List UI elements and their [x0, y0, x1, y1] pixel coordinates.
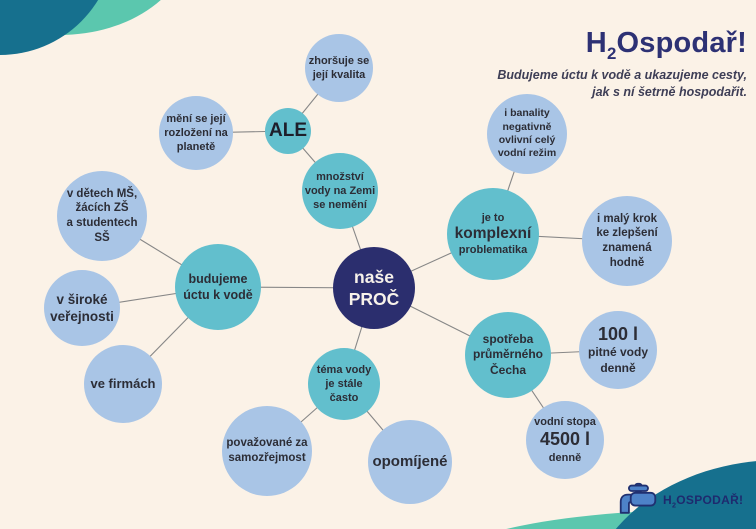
node-text-line: spotřeba	[482, 331, 534, 346]
node-text-line: průměrného	[472, 347, 543, 362]
logo-h: H	[663, 492, 672, 507]
header	[497, 27, 747, 101]
node-siroka-verejnost	[44, 270, 120, 346]
node-text-line: v široké	[56, 291, 108, 307]
node-zhorsuje-se-kvalita	[305, 34, 373, 102]
node-text-line-emphasis: 100 l	[597, 323, 639, 344]
node-povazovane-samozrejmost	[222, 406, 312, 496]
brand-logo	[618, 482, 743, 520]
node-text-line: znamená	[602, 242, 652, 254]
node-text-line: PROČ	[348, 289, 400, 309]
node-text-line: vodní stopa	[534, 416, 596, 429]
logo-subscript-2: 2	[671, 500, 677, 510]
node-text-line: samozřejmost	[228, 452, 306, 464]
node-meni-se-rozlozeni	[159, 96, 233, 170]
subtitle-line-1: Budujeme úctu k vodě a ukazujeme cesty,	[497, 67, 747, 82]
faucet-icon	[618, 482, 658, 520]
node-text-line: problematika	[458, 244, 528, 257]
node-text-line: je stále	[325, 377, 363, 390]
node-opomijene	[368, 420, 452, 504]
node-text-line: hodně	[609, 256, 645, 269]
subtitle-line-2: jak s ní šetrně hospodařit.	[592, 84, 747, 99]
node-text-line: její kvalita	[312, 69, 366, 81]
node-deti-ms-zs-ss	[57, 171, 147, 261]
node-text-line: Čecha	[489, 362, 527, 377]
page-title	[497, 27, 747, 64]
node-text-line-emphasis: komplexní	[454, 224, 532, 242]
node-100l-pitne-vody	[579, 311, 657, 389]
node-text-line: i banality	[504, 107, 550, 120]
node-text-line: v dětech MŠ,	[66, 187, 138, 200]
node-text-line: je to	[481, 211, 505, 224]
node-ve-firmach	[84, 345, 162, 423]
node-tema-vody	[308, 348, 380, 420]
node-text-line: zhoršuje se	[308, 54, 370, 67]
node-text-line: se nemění	[313, 199, 367, 212]
node-text-line: a studentech	[66, 217, 138, 229]
node-text-line: denně	[548, 451, 582, 464]
node-budujeme-uctu	[175, 244, 261, 330]
node-text-line: naše	[354, 266, 394, 287]
title-rest: Ospodař!	[616, 27, 747, 59]
node-text-line: ALE	[269, 119, 307, 141]
node-text-line: ovlivní celý	[498, 134, 556, 146]
node-text-line: pitné vody	[587, 345, 648, 360]
node-text-line: považované za	[226, 437, 308, 450]
node-ale	[265, 108, 311, 154]
node-text-line: planetě	[176, 141, 216, 154]
node-text-line: vodní režim	[497, 147, 557, 160]
node-komplexni-problematika	[447, 188, 539, 280]
node-text-line-emphasis: 4500 l	[539, 429, 591, 450]
node-text-line: rozložení na	[164, 126, 228, 139]
node-text-line: často	[329, 392, 359, 405]
node-text-line: veřejnosti	[50, 309, 114, 324]
node-text-line: téma vody	[316, 363, 372, 376]
node-maly-krok	[582, 196, 672, 286]
node-text-line: budujeme	[188, 272, 248, 286]
node-spotreba-cecha	[465, 312, 551, 398]
node-text-line: žácích ZŠ	[75, 202, 129, 215]
node-text-line: SŠ	[94, 231, 110, 244]
node-text-line: negativně	[502, 120, 552, 133]
node-text-line: mění se její	[166, 112, 226, 125]
logo-rest: OSPODAŘ!	[676, 492, 744, 507]
node-text-line: i malý krok	[596, 212, 658, 225]
node-banality	[487, 94, 567, 174]
title-h: H	[585, 27, 607, 59]
node-text-line: ke zlepšení	[596, 227, 658, 240]
node-vodni-stopa-4500l	[526, 401, 604, 479]
node-text-line: vody na Zemi	[304, 184, 376, 197]
node-text-line: opomíjené	[372, 453, 448, 471]
brand-logo-text	[663, 493, 743, 509]
node-mnozstvi-vody	[302, 153, 378, 229]
node-text-line: úctu k vodě	[183, 288, 253, 302]
node-text-line: ve firmách	[90, 375, 156, 391]
title-subscript-2: 2	[606, 43, 617, 63]
node-nase-proc-center	[333, 247, 415, 329]
node-text-line: denně	[600, 360, 636, 375]
node-text-line: množství	[316, 170, 364, 183]
